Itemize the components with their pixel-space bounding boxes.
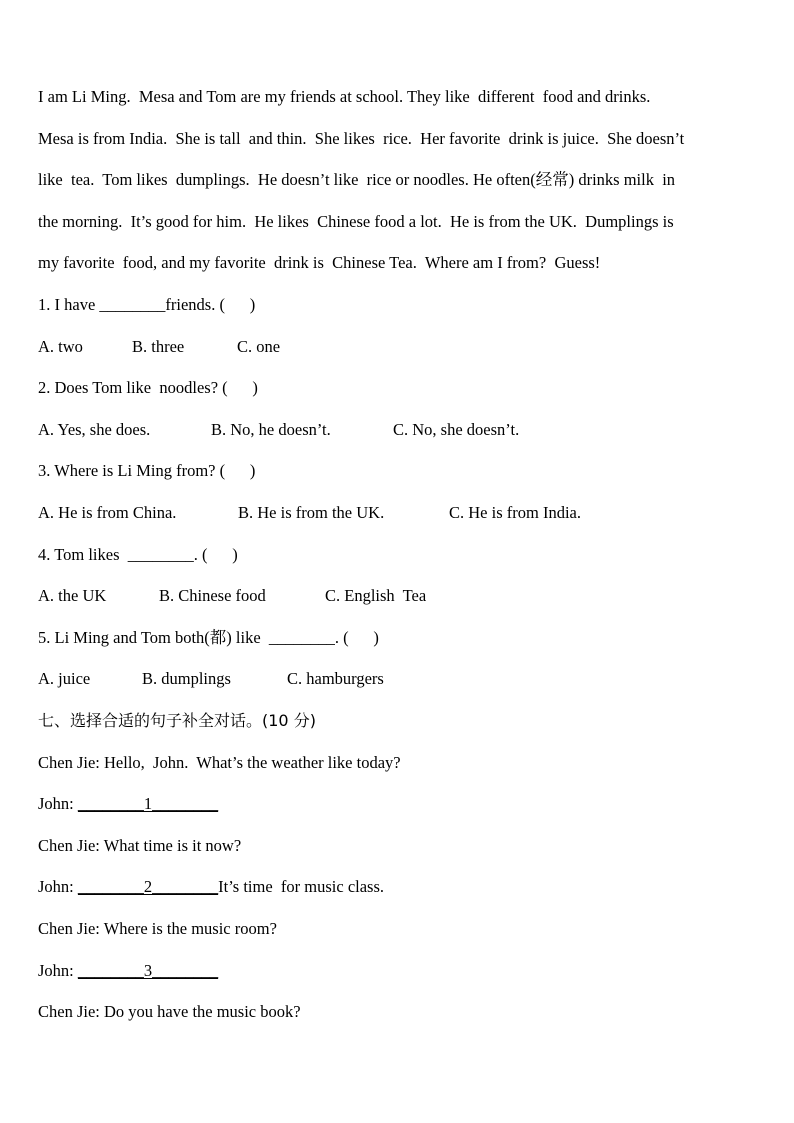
dialogue-speaker: Chen Jie:	[38, 753, 100, 772]
dialogue-speaker: Chen Jie:	[38, 919, 100, 938]
answer-blank-2[interactable]: ________2________	[77, 877, 219, 896]
dialogue-line-3	[38, 836, 241, 856]
question-3-option-c: C. He is from India.	[449, 503, 581, 522]
answer-blank-1[interactable]: ________1________	[77, 794, 219, 813]
dialogue-line-7	[38, 1002, 301, 1022]
question-2-option-a: A. Yes, she does.	[38, 420, 151, 439]
passage-line-2: Mesa is from India. She is tall and thin. She likes rice. Her favorite drink is juice. She doesn’t	[38, 129, 685, 148]
question-5-option-a: A. juice	[38, 669, 91, 688]
question-2-option-b: B. No, he doesn’t.	[211, 420, 331, 439]
dialogue-line-4	[38, 877, 384, 897]
question-4-option-c: C. English Tea	[325, 586, 427, 605]
passage-line-3: like tea. Tom likes dumplings. He doesn’t like rice or noodles. He often(经常) drinks milk in	[38, 170, 676, 189]
question-5-prompt: 5. Li Ming and Tom both(都) like ________. ( )	[38, 628, 379, 647]
question-1-prompt: 1. I have ________friends. ( )	[38, 295, 256, 314]
question-4-option-a: A. the UK	[38, 586, 107, 605]
dialogue-text: What time is it now?	[99, 836, 242, 855]
dialogue-text: Hello, John. What’s the weather like today?	[99, 753, 401, 772]
dialogue-text: Where is the music room?	[99, 919, 277, 938]
dialogue-speaker: Chen Jie:	[38, 836, 100, 855]
dialogue-speaker: John:	[38, 794, 74, 813]
dialogue-line-6	[38, 961, 218, 981]
question-1-option-c: C. one	[237, 337, 281, 356]
answer-blank-3[interactable]: ________3________	[77, 961, 219, 980]
question-5-option-c: C. hamburgers	[287, 669, 384, 688]
question-3-option-a: A. He is from China.	[38, 503, 177, 522]
dialogue-speaker: Chen Jie:	[38, 1002, 100, 1021]
dialogue-text: It’s time for music class.	[218, 877, 385, 896]
passage-line-5: my favorite food, and my favorite drink is Chinese Tea. Where am I from? Guess!	[38, 253, 601, 272]
question-2-option-c: C. No, she doesn’t.	[393, 420, 520, 439]
passage-line-4: the morning. It’s good for him. He likes Chinese food a lot. He is from the UK. Dumplings is	[38, 212, 674, 231]
question-4-option-b: B. Chinese food	[159, 586, 266, 605]
passage-line-1: I am Li Ming. Mesa and Tom are my friends at school. They like different food and drinks.	[38, 87, 651, 106]
dialogue-line-2	[38, 794, 218, 814]
question-2-prompt: 2. Does Tom like noodles? ( )	[38, 378, 258, 397]
question-4-prompt: 4. Tom likes ________. ( )	[38, 545, 238, 564]
dialogue-speaker: John:	[38, 877, 74, 896]
question-1-option-b: B. three	[132, 337, 185, 356]
question-5-option-b: B. dumplings	[142, 669, 231, 688]
dialogue-line-1	[38, 753, 401, 773]
dialogue-speaker: John:	[38, 961, 74, 980]
question-3-option-b: B. He is from the UK.	[238, 503, 385, 522]
dialogue-text: Do you have the music book?	[99, 1002, 301, 1021]
section-7-heading: 七、选择合适的句子补全对话。(10 分)	[38, 711, 316, 730]
question-3-prompt: 3. Where is Li Ming from? ( )	[38, 461, 256, 480]
dialogue-line-5	[38, 919, 277, 939]
question-1-option-a: A. two	[38, 337, 83, 356]
